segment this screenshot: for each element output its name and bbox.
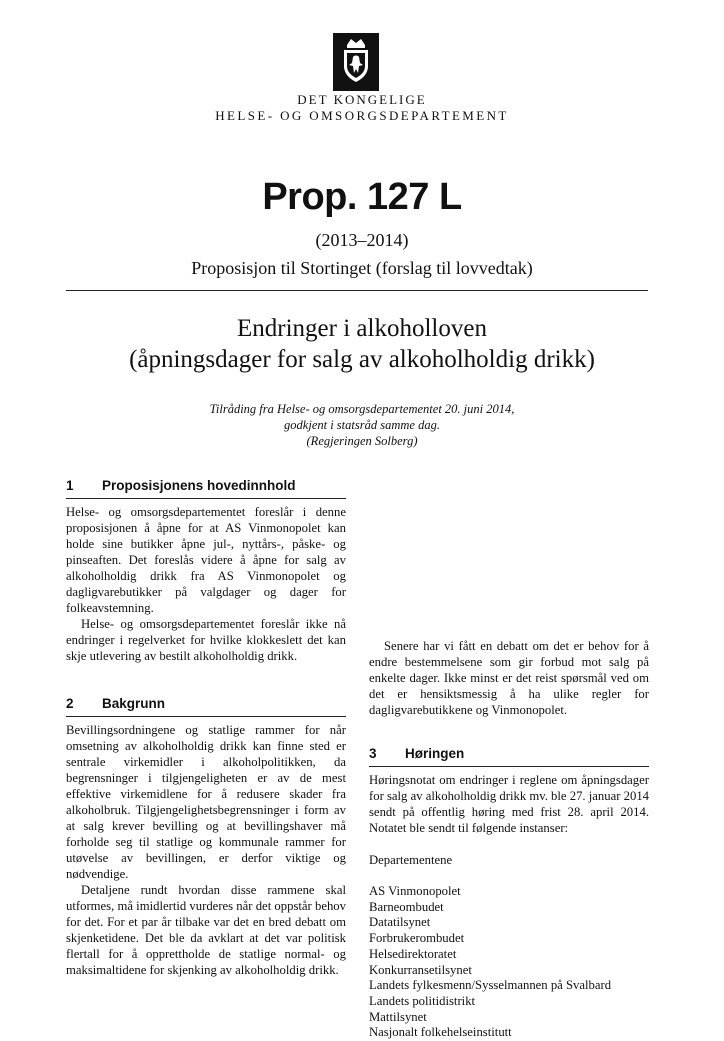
section-1-number: 1: [66, 478, 74, 493]
document-title-line2: (åpningsdager for salg av alkoholholdig drikk): [129, 346, 595, 373]
list-item: Forbrukerombudet: [369, 931, 465, 946]
section-3-number: 3: [369, 746, 377, 761]
section-1-paragraph-2: Helse- og omsorgsdepartementet foreslår ikke nå endringer i regelverket for hvilke klokkeslett det kan skje utlevering av bestilt alkoholholdig drikk.: [66, 617, 346, 663]
document-title-line1: Endringer i alkoholloven: [237, 315, 487, 342]
approval-line1: Tilråding fra Helse- og omsorgsdepartementet 20. juni 2014,: [209, 402, 515, 416]
list-item: AS Vinmonopolet: [369, 884, 461, 898]
institution-list: [369, 884, 649, 1041]
list-item: Datatilsynet: [369, 915, 431, 930]
list-item: Nasjonalt folkehelseinstitutt: [369, 1025, 512, 1040]
list-item: Landets fylkesmenn/Sysselmannen på Svalbard: [369, 978, 612, 993]
approval-line2: godkjent i statsråd samme dag.: [284, 418, 440, 432]
section-3-heading: [369, 746, 649, 767]
ministry-name-line1: DET KONGELIGE: [297, 92, 427, 107]
section-1-paragraph-1: Helse- og omsorgsdepartementet foreslår i denne proposisjonen å åpne for at AS Vinmonopolet kan holde sine butikker åpne jul-, nyttårs-, påske- og pinseaften. Det foreslås videre å åpne for salg av alkoholholdig drikk fra AS Vinmonopolet og dagligvarebutikker på valgdager og dager for folkeavstemning.: [66, 505, 346, 615]
section-2-paragraph-2: Detaljene rundt hvordan disse rammene skal utformes, må imidlertid vurderes når det oppstår behov for det. For et par år tilbake var det en bred debatt om skjenketidene. Det ble da avklart at det var politisk flertall for å opprettholde de statlige normal- og maksimaltidene for skjenking av alkoholholdig drikk.: [66, 883, 346, 977]
title-divider: [66, 290, 648, 291]
ministry-name-line2: HELSE- OG OMSORGSDEPARTEMENT: [215, 108, 509, 123]
proposition-type: Proposisjon til Stortinget (forslag til lovvedtak): [191, 258, 533, 278]
session-years: (2013–2014): [315, 230, 409, 250]
section-1-heading: [66, 478, 346, 499]
list-item: Mattilsynet: [369, 1009, 427, 1024]
left-column: [66, 478, 346, 978]
list-item: Landets politidistrikt: [369, 993, 476, 1008]
institution-group-heading: Departementene: [369, 853, 453, 867]
section-2-paragraph-3: Senere har vi fått en debatt om det er behov for å endre bestemmelsene som gir forbud mot salg på enkelte dager. Ikke minst er det reist spørsmål ved om det er hensiktsmessig å ha ulike regler for dagligvarebutikkene og Vinmonopolet.: [369, 639, 649, 717]
section-2-heading: [66, 696, 346, 717]
document-title: [0, 313, 724, 375]
section-3-title: Høringen: [405, 746, 465, 761]
list-item: Konkurransetilsynet: [369, 962, 472, 977]
coat-of-arms-icon: [333, 33, 379, 91]
section-1-title: Proposisjonens hovedinnhold: [102, 478, 296, 493]
list-item: Helsedirektoratet: [369, 946, 457, 961]
section-2-paragraph-1: Bevillingsordningene og statlige rammer for når omsetning av alkoholholdig drikk kan finne sted er sentrale virkemidler i alkoholpolitikken, da begrensninger i tilgjengeligheten er av de mest effektive virkemidlene for å redusere skader fra alkoholbruk. Tilgjengelighetsbegrensninger i form av at salg krever bevilling og at bevillingshaver må forholde seg til statlige og kommunale rammer for utøvelse av bevillingen, er derfor viktige og nødvendige.: [66, 723, 346, 881]
proposition-number: Prop. 127 L: [262, 176, 462, 218]
right-column-continuation-space: [369, 478, 649, 638]
list-item: Barneombudet: [369, 899, 444, 914]
section-3-paragraph-1: Høringsnotat om endringer i reglene om åpningsdager for salg av alkoholholdig drikk mv. ble 27. januar 2014 sendt på offentlig høring med frist 28. april 2014. Notatet ble sendt til følgende instanser:: [369, 773, 650, 835]
section-2-title: Bakgrunn: [102, 696, 166, 711]
approval-line3: (Regjeringen Solberg): [306, 434, 418, 448]
section-2-number: 2: [66, 696, 74, 711]
right-column: [369, 478, 649, 1041]
approval-note: [0, 401, 724, 449]
